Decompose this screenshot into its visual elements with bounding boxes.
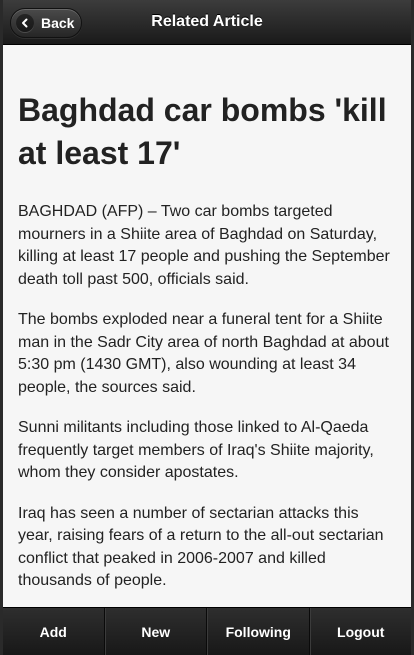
add-button[interactable]: Add	[3, 608, 105, 655]
header-bar	[3, 0, 411, 45]
article-paragraph: BAGHDAD (AFP) – Two car bombs targeted mourners in a Shiite area of Baghdad on Saturday, killing at least 17 people and pushing the September death toll past 500, officials said.	[18, 203, 390, 288]
article-title: Baghdad car bombs 'kill at least 17'	[18, 92, 387, 171]
footer-tab-bar	[3, 607, 411, 655]
following-button[interactable]: Following	[207, 608, 310, 655]
new-button[interactable]: New	[105, 608, 208, 655]
article-content[interactable]	[3, 45, 411, 607]
article-paragraph: Iraq has seen a number of sectarian attacks this year, raising fears of a return to the all-out sectarian conflict that peaked in 2006-2007 and killed thousands of people.	[18, 504, 384, 589]
logout-button[interactable]: Logout	[310, 608, 412, 655]
article-paragraph: The bombs exploded near a funeral tent for a Shiite man in the Sadr City area of north Baghdad at about 5:30 pm (1430 GMT), also wounding at least 34 people, the sources said.	[18, 311, 389, 396]
article-paragraph: Sunni militants including those linked to Al-Qaeda frequently target members of Iraq's Shiite majority, whom they consider apostates.	[18, 419, 374, 481]
back-button-label: Back	[41, 15, 75, 31]
page-title: Related Article	[151, 13, 263, 30]
